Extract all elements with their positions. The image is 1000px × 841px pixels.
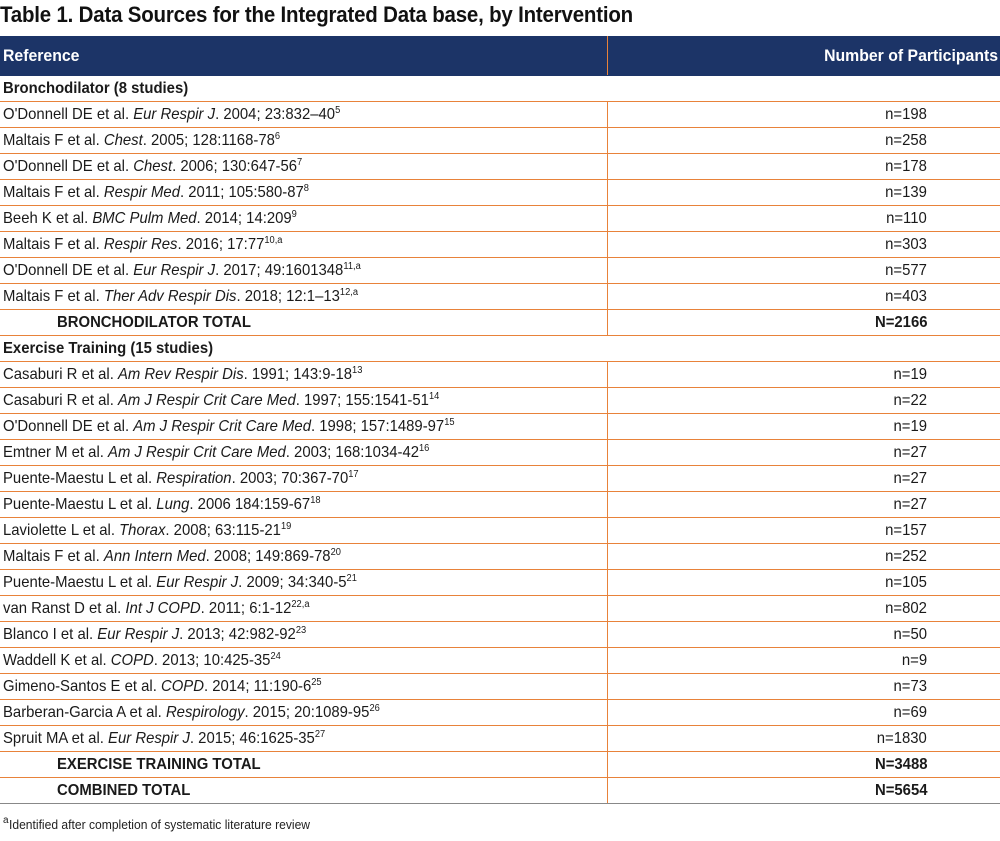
reference-authors: Maltais F et al. [3,131,104,149]
reference-authors: Maltais F et al. [3,235,104,253]
reference-superscript: 24 [270,650,281,662]
participants-cell: n=198 [885,105,927,123]
reference-authors: Laviolette L et al. [3,521,120,539]
section-total-row [0,310,1000,336]
reference-citation: . 1998; 157:1489-97 [310,417,445,435]
reference-journal: Respir Res [103,235,178,253]
reference-cell [0,440,608,465]
participants-cell: n=19 [893,417,927,435]
participants-cell: n=69 [893,703,927,721]
reference-journal: Am J Respir Crit Care Med [108,443,286,461]
reference-authors: van Ranst D et al. [3,599,126,617]
table-row [0,518,1000,544]
reference-authors: Maltais F et al. [3,287,104,305]
participants-cell: n=1830 [876,729,927,747]
participants-cell: n=105 [885,573,927,591]
reference-superscript: 17 [348,468,359,480]
reference-journal: Am J Respir Crit Care Med [117,391,296,409]
reference-citation: . 2014; 14:209 [196,209,292,227]
reference-superscript: 16 [419,442,430,454]
reference-cell [0,128,608,153]
table-row [0,648,1000,674]
reference-authors: Spruit MA et al. [3,729,109,747]
reference-cell [0,674,608,699]
reference-citation: . 2011; 105:580-87 [179,183,304,201]
table-row [0,570,1000,596]
combined-total-label: COMBINED TOTAL [0,778,608,803]
reference-authors: Beeh K et al. [3,209,93,227]
participants-cell: n=157 [885,521,927,539]
table-row [0,700,1000,726]
table-row [0,596,1000,622]
reference-authors: Waddell K et al. [3,651,111,669]
reference-authors: O'Donnell DE et al. [3,261,134,279]
reference-journal: BMC Pulm Med [92,209,197,227]
reference-authors: Puente-Maestu L et al. [3,573,157,591]
reference-cell [0,180,608,205]
footnote-mark: a [3,815,9,826]
reference-journal: COPD [110,651,154,669]
reference-superscript: 18 [310,494,321,506]
header-reference: Reference [0,36,608,75]
reference-citation: . 2015; 46:1625-35 [189,729,315,747]
reference-superscript: 5 [335,104,341,116]
section-header-row [0,336,1000,362]
reference-cell [0,284,608,309]
reference-journal: Am Rev Respir Dis [117,365,244,383]
reference-cell [0,102,608,127]
reference-cell [0,258,608,283]
reference-superscript: 25 [311,676,322,688]
participants-cell: n=9 [901,651,927,669]
table-row [0,128,1000,154]
participants-cell: n=178 [885,157,927,175]
reference-citation: . 2013; 10:425-35 [153,651,271,669]
participants-cell: n=258 [885,131,927,149]
reference-journal: Ther Adv Respir Dis [103,287,237,305]
table-row [0,232,1000,258]
reference-authors: Barberan-Garcia A et al. [3,703,166,721]
reference-superscript: 22,a [291,598,310,610]
reference-citation: . 2013; 42:982-92 [179,625,296,643]
reference-citation: . 2008; 63:115-21 [165,521,281,539]
section-title: Bronchodilator (8 studies) [3,79,189,97]
reference-journal: Respirology [165,703,245,721]
reference-cell [0,414,608,439]
reference-journal: Int J COPD [125,599,201,617]
reference-superscript: 10,a [264,234,283,246]
reference-superscript: 7 [297,156,303,168]
reference-superscript: 14 [428,390,440,402]
participants-cell: n=403 [885,287,927,305]
reference-authors: Casaburi R et al. [3,365,118,383]
table-row [0,674,1000,700]
reference-journal: Chest [133,157,173,175]
reference-cell [0,726,608,751]
reference-citation: . 2008; 149:869-78 [205,547,331,565]
total-value: N=2166 [874,313,927,331]
reference-superscript: 11,a [343,260,361,272]
reference-citation: . 2016; 17:77 [177,235,265,253]
reference-cell [0,206,608,231]
reference-authors: Puente-Maestu L et al. [3,495,157,513]
reference-cell [0,492,608,517]
table-row [0,622,1000,648]
reference-superscript: 15 [444,416,455,428]
reference-superscript: 26 [369,702,380,714]
reference-authors: O'Donnell DE et al. [3,157,134,175]
table-row [0,362,1000,388]
reference-cell [0,700,608,725]
reference-journal: COPD [160,677,204,695]
reference-authors: O'Donnell DE et al. [3,105,134,123]
reference-cell [0,154,608,179]
reference-journal: Eur Respir J [133,105,216,123]
reference-cell [0,232,608,257]
table-row [0,206,1000,232]
reference-citation: . 2003; 168:1034-42 [285,443,420,461]
reference-superscript: 27 [314,728,326,740]
reference-authors: Puente-Maestu L et al. [3,469,157,487]
reference-journal: Eur Respir J [133,261,216,279]
table-row [0,258,1000,284]
table-header [0,36,1000,76]
table-row [0,414,1000,440]
reference-authors: Maltais F et al. [3,547,104,565]
reference-journal: Chest [103,131,143,149]
table-row [0,440,1000,466]
reference-cell [0,570,608,595]
participants-cell: n=27 [893,443,927,461]
reference-journal: Ann Intern Med [103,547,206,565]
reference-cell [0,388,608,413]
table-title: Table 1. Data Sources for the Integrated Data base, by Intervention [0,2,633,27]
table-body [0,76,1000,804]
reference-citation: . 2011; 6:1-12 [200,599,292,617]
data-sources-table [0,36,1000,804]
section-header-row [0,76,1000,102]
reference-superscript: 19 [280,520,292,532]
reference-superscript: 9 [291,208,297,220]
participants-cell: n=22 [893,391,927,409]
table-row [0,180,1000,206]
section-title: Exercise Training (15 studies) [3,339,214,357]
combined-total-row [0,778,1000,804]
total-value: N=3488 [874,755,927,773]
reference-cell [0,466,608,491]
table-row [0,544,1000,570]
reference-journal: Thorax [119,521,166,539]
reference-authors: Blanco I et al. [3,625,98,643]
reference-journal: Lung [156,495,190,513]
combined-total-value: N=5654 [874,781,927,799]
reference-superscript: 13 [352,364,363,376]
participants-cell: n=50 [893,625,927,643]
reference-citation: . 2015; 20:1089-95 [244,703,370,721]
reference-citation: . 1997; 155:1541-51 [295,391,429,409]
reference-superscript: 12,a [339,286,359,298]
footnote-text: Identified after completion of systematic literature review [8,817,310,832]
reference-citation: . 1991; 143:9-18 [243,365,353,383]
reference-citation: . 2006; 130:647-56 [172,157,298,175]
participants-cell: n=19 [893,365,927,383]
reference-journal: Eur Respir J [97,625,180,643]
reference-citation: . 2014; 11:190-6 [203,677,312,695]
reference-citation: . 2005; 128:1168-78 [142,131,275,149]
participants-cell: n=577 [885,261,927,279]
reference-authors: O'Donnell DE et al. [3,417,134,435]
reference-superscript: 20 [330,546,341,558]
footnote [3,817,332,832]
reference-journal: Eur Respir J [156,573,239,591]
reference-citation: . 2018; 12:1–13 [236,287,340,305]
reference-citation: . 2009; 34:340-5 [238,573,347,591]
table-row [0,102,1000,128]
reference-superscript: 23 [295,624,307,636]
reference-citation: . 2003; 70:367-70 [231,469,349,487]
total-label: BRONCHODILATOR TOTAL [0,310,608,335]
reference-cell [0,518,608,543]
participants-cell: n=303 [885,235,927,253]
participants-cell: n=252 [885,547,927,565]
reference-authors: Gimeno-Santos E et al. [3,677,161,695]
participants-cell: n=73 [893,677,927,695]
reference-authors: Emtner M et al. [3,443,109,461]
reference-cell [0,648,608,673]
table-row [0,492,1000,518]
reference-citation: . 2006 184:159-67 [189,495,311,513]
total-label: EXERCISE TRAINING TOTAL [0,752,608,777]
reference-cell [0,362,608,387]
reference-superscript: 21 [346,572,357,584]
reference-journal: Am J Respir Crit Care Med [133,417,311,435]
reference-cell [0,544,608,569]
reference-journal: Eur Respir J [108,729,190,747]
reference-superscript: 6 [274,130,281,142]
reference-citation: . 2017; 49:1601348 [215,261,344,279]
participants-cell: n=27 [893,469,927,487]
reference-cell [0,622,608,647]
reference-authors: Casaburi R et al. [3,391,118,409]
table-row [0,284,1000,310]
reference-authors: Maltais F et al. [3,183,104,201]
reference-journal: Respir Med [103,183,180,201]
reference-cell [0,596,608,621]
participants-cell: n=110 [886,209,927,227]
reference-journal: Respiration [156,469,232,487]
table-row [0,388,1000,414]
participants-cell: n=802 [885,599,927,617]
section-total-row [0,752,1000,778]
table-row [0,466,1000,492]
participants-cell: n=139 [885,183,927,201]
participants-cell: n=27 [893,495,927,513]
reference-superscript: 8 [303,182,309,194]
table-row [0,726,1000,752]
reference-citation: . 2004; 23:832–40 [215,105,336,123]
header-participants: Number of Participants [824,45,998,65]
table-row [0,154,1000,180]
